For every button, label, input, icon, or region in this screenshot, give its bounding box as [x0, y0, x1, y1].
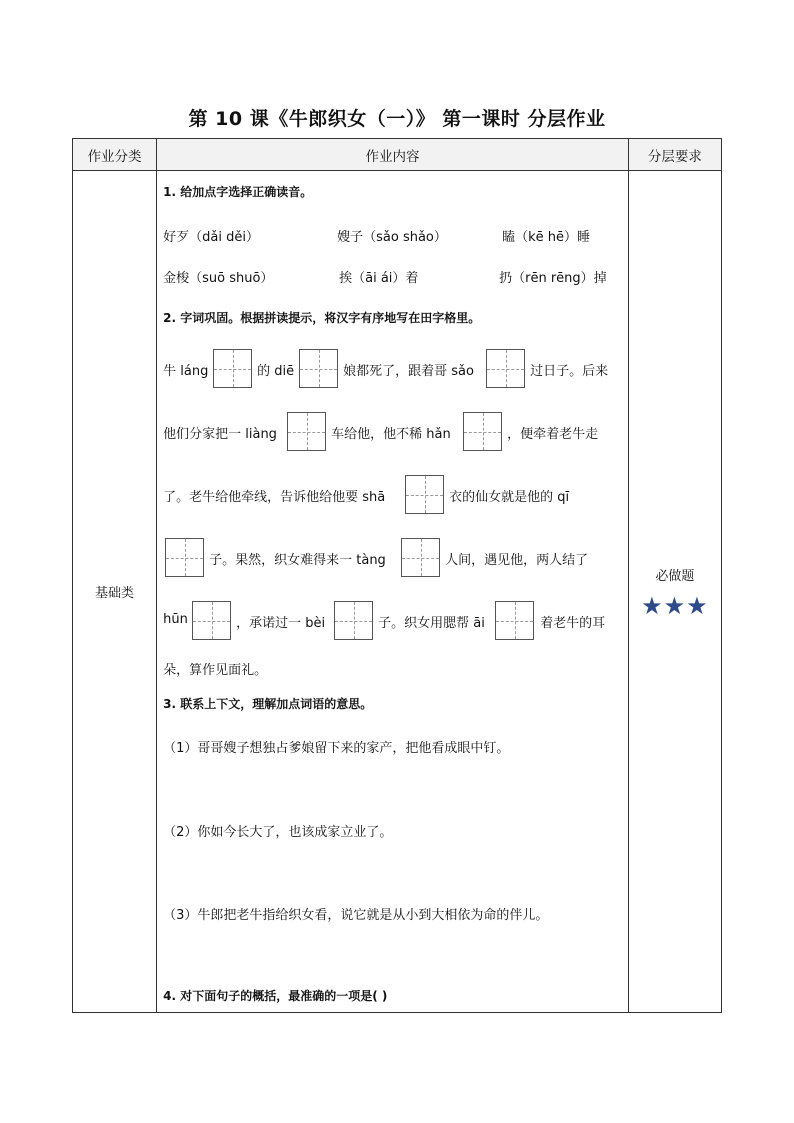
q2-text: 人间，遇见他，两人结了 [445, 553, 589, 568]
q2-text: 他们分家把一 liàng [163, 427, 277, 442]
q1-title: 1. 给加点字选择正确读音。 [163, 185, 313, 199]
q2-text: 过日子。后来 [530, 364, 609, 379]
table-row [73, 171, 722, 1013]
header-category: 作业分类 [73, 139, 157, 171]
q2-text: 牛 láng [163, 364, 209, 379]
q2-text: ，便牵着老牛走 [507, 427, 599, 442]
q2-text: 子。织女用腮帮 āi [378, 616, 485, 631]
tianzige-box[interactable] [495, 601, 534, 640]
tianzige-box[interactable] [165, 538, 204, 577]
q2-text: 朵，算作见面礼。 [163, 663, 268, 678]
requirement-label: 必做题 [655, 569, 695, 584]
tianzige-box[interactable] [287, 412, 326, 451]
tianzige-box[interactable] [192, 601, 231, 640]
q2-text: 了。老牛给他牵线，告诉他给他要 shā [163, 490, 386, 505]
q1-item: 挨（āi ái）着 [339, 271, 419, 286]
q1-item: 扔（rēn rēng）掉 [499, 271, 607, 286]
category-cell: 基础类 [73, 171, 157, 1013]
header-row [73, 139, 722, 171]
q2-text: 的 diē [257, 364, 295, 379]
q3-item: （1）哥哥嫂子想独占爹娘留下来的家产，把他看成眼中钉。 [163, 741, 510, 756]
tianzige-box[interactable] [299, 349, 338, 388]
q3-title: 3. 联系上下文，理解加点词语的意思。 [163, 697, 373, 711]
q2-text: 衣的仙女就是他的 qī [449, 490, 570, 505]
q2-text: hūn [163, 612, 188, 627]
requirement-cell [628, 171, 721, 1013]
q3-item: （2）你如今长大了，也该成家立业了。 [163, 825, 393, 840]
q2-text: 子。果然，织女难得来一 tàng [209, 553, 386, 568]
q1-item: 瞌（kē hē）睡 [502, 230, 591, 245]
q2-text: ，承诺过一 bèi [236, 616, 326, 631]
header-requirement: 分层要求 [628, 139, 721, 171]
tianzige-box[interactable] [405, 475, 444, 514]
q2-text: 车给他，他不稀 hǎn [331, 427, 451, 442]
content-cell [157, 171, 629, 1013]
star-rating-icon: ★★★ [641, 592, 709, 620]
q3-item: （3）牛郎把老牛指给织女看，说它就是从小到大相依为命的伴儿。 [163, 908, 549, 923]
q4-title: 4. 对下面句子的概括，最准确的一项是( ) [163, 989, 388, 1003]
tianzige-box[interactable] [463, 412, 502, 451]
tianzige-box[interactable] [334, 601, 373, 640]
q2-text: 娘都死了，跟着哥 sǎo [343, 364, 474, 379]
q2-title: 2. 字词巩固。根据拼读提示，将汉字有序地写在田字格里。 [163, 311, 481, 325]
tianzige-box[interactable] [486, 349, 525, 388]
q1-item: 好歹（dǎi děi） [163, 230, 259, 245]
header-content: 作业内容 [157, 139, 629, 171]
q1-item: 嫂子（sǎo shǎo） [337, 230, 447, 245]
tianzige-box[interactable] [401, 538, 440, 577]
homework-table [72, 138, 722, 1013]
tianzige-box[interactable] [213, 349, 252, 388]
q2-text: 着老牛的耳 [540, 616, 606, 631]
q1-item: 金梭（suō shuō） [163, 271, 274, 286]
page-title: 第 10 课《牛郎织女（一）》 第一课时 分层作业 [188, 108, 606, 130]
